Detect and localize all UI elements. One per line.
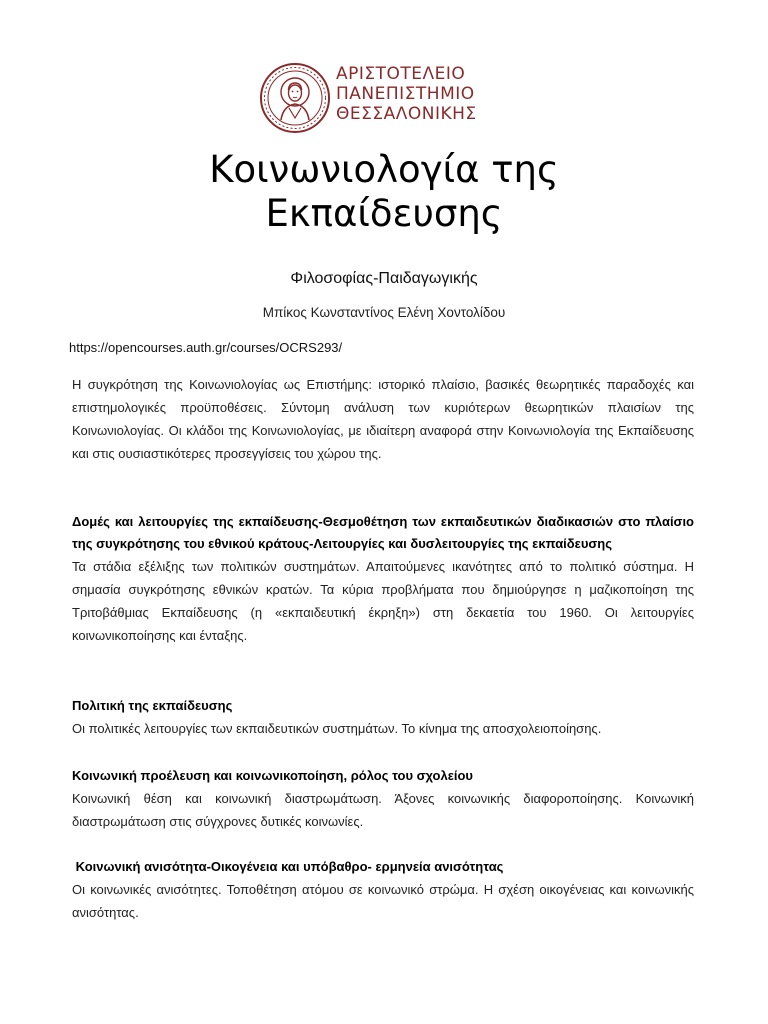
section-heading: Κοινωνική ανισότητα-Οικογένεια και υπόβαθρο- ερμηνεία ανισότητας	[72, 859, 504, 874]
university-seal-icon	[259, 62, 331, 134]
section-heading: Δομές και λειτουργίες της εκπαίδευσης-Θεσμοθέτηση των εκπαιδευτικών διαδικασιών στο πλαίσιο της συγκρότησης του εθνικού κράτους-Λειτουργίες και δυσλειτουργίες της εκπαίδευσης	[72, 514, 694, 551]
authors: Μπίκος Κωνσταντίνος Ελένη Χοντολίδου	[262, 305, 506, 320]
section-heading: Κοινωνική προέλευση και κοινωνικοποίηση, ρόλος του σχολείου	[72, 768, 474, 783]
university-line-2: ΠΑΝΕΠΙΣΤΗΜΙΟ	[336, 84, 475, 104]
section-social-origin	[72, 765, 694, 833]
university-name	[336, 64, 477, 124]
university-line-3: ΘΕΣΣΑΛΟΝΙΚΗΣ	[336, 104, 477, 124]
course-title-line-2: Εκπαίδευσης	[265, 192, 503, 235]
course-title-line-1: Κοινωνιολογία της	[209, 148, 559, 191]
university-line-1: ΑΡΙΣΤΟΤΕΛΕΙΟ	[336, 64, 466, 84]
section-social-inequality	[72, 856, 694, 924]
section-body: Οι κοινωνικές ανισότητες. Τοποθέτηση ατόμου σε κοινωνικό στρώμα. Η σχέση οικογένειας και κοινωνικής ανισότητας.	[72, 882, 694, 920]
section-body: Τα στάδια εξέλιξης των πολιτικών συστημάτων. Απαιτούμενες ικανότητες από το πολιτικό σύστημα. Η σημασία συγκρότησης εθνικών κρατών. Τα κύρια προβλήματα που δημιούργησε η μαζικοποίηση της Τριτοβάθμιας Εκπαίδευσης (η «εκπαιδευτική έκρηξη») στη δεκαετία του 1960. Οι λειτουργίες κοινωνικοποίησης και ένταξης.	[72, 559, 694, 643]
section-body: Οι πολιτικές λειτουργίες των εκπαιδευτικών συστημάτων. Το κίνημα της αποσχολειοποίησης.	[72, 721, 602, 736]
intro-paragraph: Η συγκρότηση της Κοινωνιολογίας ως Επιστήμης: ιστορικό πλαίσιο, βασικές θεωρητικές παραδοχές και επιστημολογικές προϋποθέσεις. Σύντομη ανάλυση των κυριότερων θεωρητικών πλαισίων της Κοινωνιολογίας. Οι κλάδοι της Κοινωνιολογίας, με ιδιαίτερη αναφορά στην Κοινωνιολογία της Εκπαίδευσης και στις ουσιαστικότερες προσεγγίσεις του χώρου της.	[72, 377, 694, 461]
section-structures	[72, 511, 694, 647]
course-url[interactable]: https://opencourses.auth.gr/courses/OCRS293/	[69, 340, 343, 355]
section-education-policy	[72, 695, 694, 740]
section-body: Κοινωνική θέση και κοινωνική διαστρωμάτωση. Άξονες κοινωνικής διαφοροποίησης. Κοινωνική διαστρωμάτωση στις σύγχρονες δυτικές κοινωνίες.	[72, 791, 694, 829]
section-heading: Πολιτική της εκπαίδευσης	[72, 698, 233, 713]
course-title	[0, 148, 768, 236]
department-name: Φιλοσοφίας-Παιδαγωγικής	[290, 270, 478, 287]
